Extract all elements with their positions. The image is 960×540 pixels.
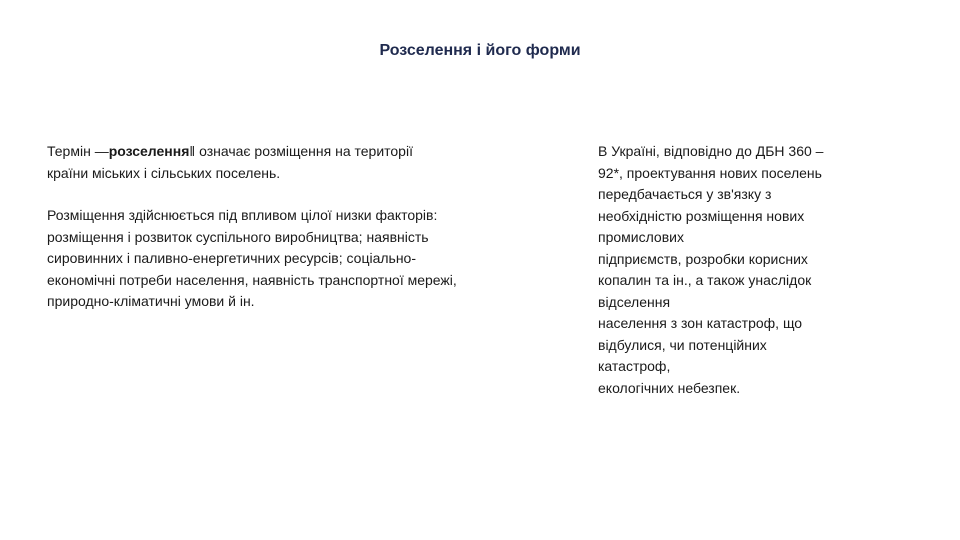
definition-term: розселення: [108, 143, 190, 159]
right-text-line: необхідністю розміщення нових: [598, 207, 805, 224]
right-text-line: копалин та ін., а також унаслідок: [598, 272, 812, 288]
right-text-line: В Україні, відповідно до ДБН 360 –: [598, 143, 824, 159]
right-column: [598, 141, 878, 399]
slide-title: Розселення і його форми: [379, 42, 581, 59]
definition-paragraph: [47, 141, 457, 184]
right-text-line: передбачається у зв'язку з: [598, 186, 772, 202]
right-text-line: населення з зон катастроф, що: [598, 315, 803, 331]
right-text-line: відбулися, чи потенційних: [598, 336, 767, 353]
left-column: [47, 141, 457, 313]
right-text-line: 92*, проектування нових поселень: [598, 164, 822, 181]
right-text-line: відселення: [598, 293, 671, 310]
definition-prefix: Термін ―: [47, 143, 109, 159]
right-text-line: промислових: [598, 229, 684, 245]
right-text-line: екологічних небезпек.: [598, 379, 741, 396]
right-text-line: катастроф,: [598, 358, 671, 374]
definition-text: ‖ означає розміщення на території країни міських і сільських поселень.: [47, 143, 413, 181]
right-text-line: підприємств, розробки корисних: [598, 250, 808, 267]
factors-paragraph: Розміщення здійснюється під впливом цілої низки факторів: розміщення і розвиток суспільного виробництва; наявність сировинних і паливно-енергетичних ресурсів; соціально-економічні потреби населення, наявність транспортної мережі, природно-кліматичні умови й ін.: [47, 207, 457, 309]
